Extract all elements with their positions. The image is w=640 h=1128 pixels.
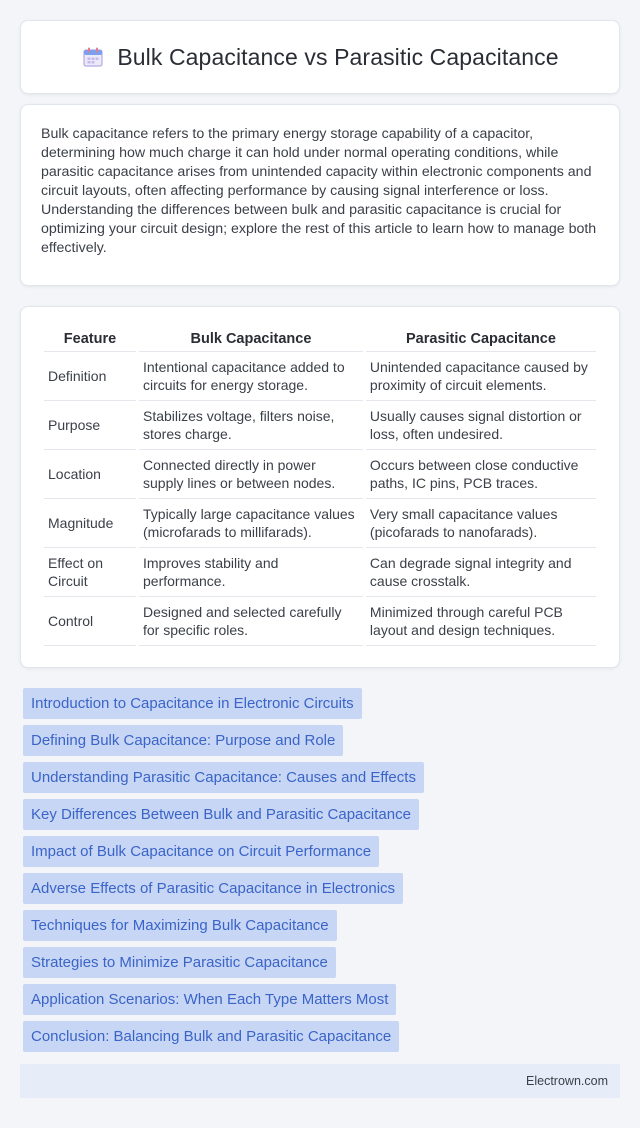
table-row <box>44 450 596 499</box>
table-cell-parasitic: Can degrade signal integrity and cause crosstalk. <box>366 548 596 597</box>
table-cell-bulk: Intentional capacitance added to circuits for energy storage. <box>139 352 363 401</box>
toc-link-application-scenarios[interactable]: Application Scenarios: When Each Type Matters Most <box>23 984 396 1015</box>
page-title: Bulk Capacitance vs Parasitic Capacitance <box>117 43 559 70</box>
table-cell-feature: Effect on Circuit <box>44 548 136 597</box>
table-row <box>44 499 596 548</box>
toc-link-minimize-parasitic[interactable]: Strategies to Minimize Parasitic Capacitance <box>23 947 336 978</box>
table-cell-bulk: Connected directly in power supply lines or between nodes. <box>139 450 363 499</box>
table-cell-feature: Control <box>44 597 136 646</box>
calendar-icon <box>81 45 105 69</box>
table-cell-feature: Purpose <box>44 401 136 450</box>
page-header <box>20 20 620 94</box>
table-cell-parasitic: Very small capacitance values (picofarads to nanofarads). <box>366 499 596 548</box>
column-header-feature: Feature <box>44 325 136 352</box>
toc-link-conclusion[interactable]: Conclusion: Balancing Bulk and Parasitic Capacitance <box>23 1021 399 1052</box>
table-cell-feature: Location <box>44 450 136 499</box>
intro-card <box>20 104 620 286</box>
table-cell-feature: Definition <box>44 352 136 401</box>
toc-link-understanding-parasitic[interactable]: Understanding Parasitic Capacitance: Causes and Effects <box>23 762 424 793</box>
column-header-parasitic: Parasitic Capacitance <box>366 325 596 352</box>
table-cell-bulk: Improves stability and performance. <box>139 548 363 597</box>
comparison-table <box>41 325 599 646</box>
table-row <box>44 401 596 450</box>
toc-link-impact-bulk[interactable]: Impact of Bulk Capacitance on Circuit Performance <box>23 836 379 867</box>
table-cell-parasitic: Occurs between close conductive paths, IC pins, PCB traces. <box>366 450 596 499</box>
table-row <box>44 597 596 646</box>
table-cell-parasitic: Usually causes signal distortion or loss, often undesired. <box>366 401 596 450</box>
column-header-bulk: Bulk Capacitance <box>139 325 363 352</box>
table-cell-parasitic: Unintended capacitance caused by proximity of circuit elements. <box>366 352 596 401</box>
table-header-row <box>44 325 596 352</box>
toc-link-adverse-effects[interactable]: Adverse Effects of Parasitic Capacitance in Electronics <box>23 873 403 904</box>
footer-brand: Electrown.com <box>526 1074 608 1088</box>
toc-link-key-differences[interactable]: Key Differences Between Bulk and Parasitic Capacitance <box>23 799 419 830</box>
intro-paragraph: Bulk capacitance refers to the primary energy storage capability of a capacitor, determining how much charge it can hold under normal operating conditions, while parasitic capacitance arises from unintended capacity within electronic components and circuit layouts, often affecting performance by causing signal interference or loss. Understanding the differences between bulk and parasitic capacitance is crucial for optimizing your circuit design; explore the rest of this article to learn how to manage both effectively. <box>41 126 597 256</box>
toc-link-introduction[interactable]: Introduction to Capacitance in Electronic Circuits <box>23 688 362 719</box>
table-cell-bulk: Typically large capacitance values (microfarads to millifarads). <box>139 499 363 548</box>
footer <box>20 1064 620 1098</box>
comparison-table-card <box>20 306 620 668</box>
table-cell-bulk: Stabilizes voltage, filters noise, stores charge. <box>139 401 363 450</box>
table-row <box>44 548 596 597</box>
toc-link-defining-bulk[interactable]: Defining Bulk Capacitance: Purpose and Role <box>23 725 343 756</box>
table-of-contents <box>20 688 620 1052</box>
toc-link-maximizing-bulk[interactable]: Techniques for Maximizing Bulk Capacitance <box>23 910 337 941</box>
table-cell-bulk: Designed and selected carefully for specific roles. <box>139 597 363 646</box>
table-cell-feature: Magnitude <box>44 499 136 548</box>
table-cell-parasitic: Minimized through careful PCB layout and design techniques. <box>366 597 596 646</box>
table-row <box>44 352 596 401</box>
